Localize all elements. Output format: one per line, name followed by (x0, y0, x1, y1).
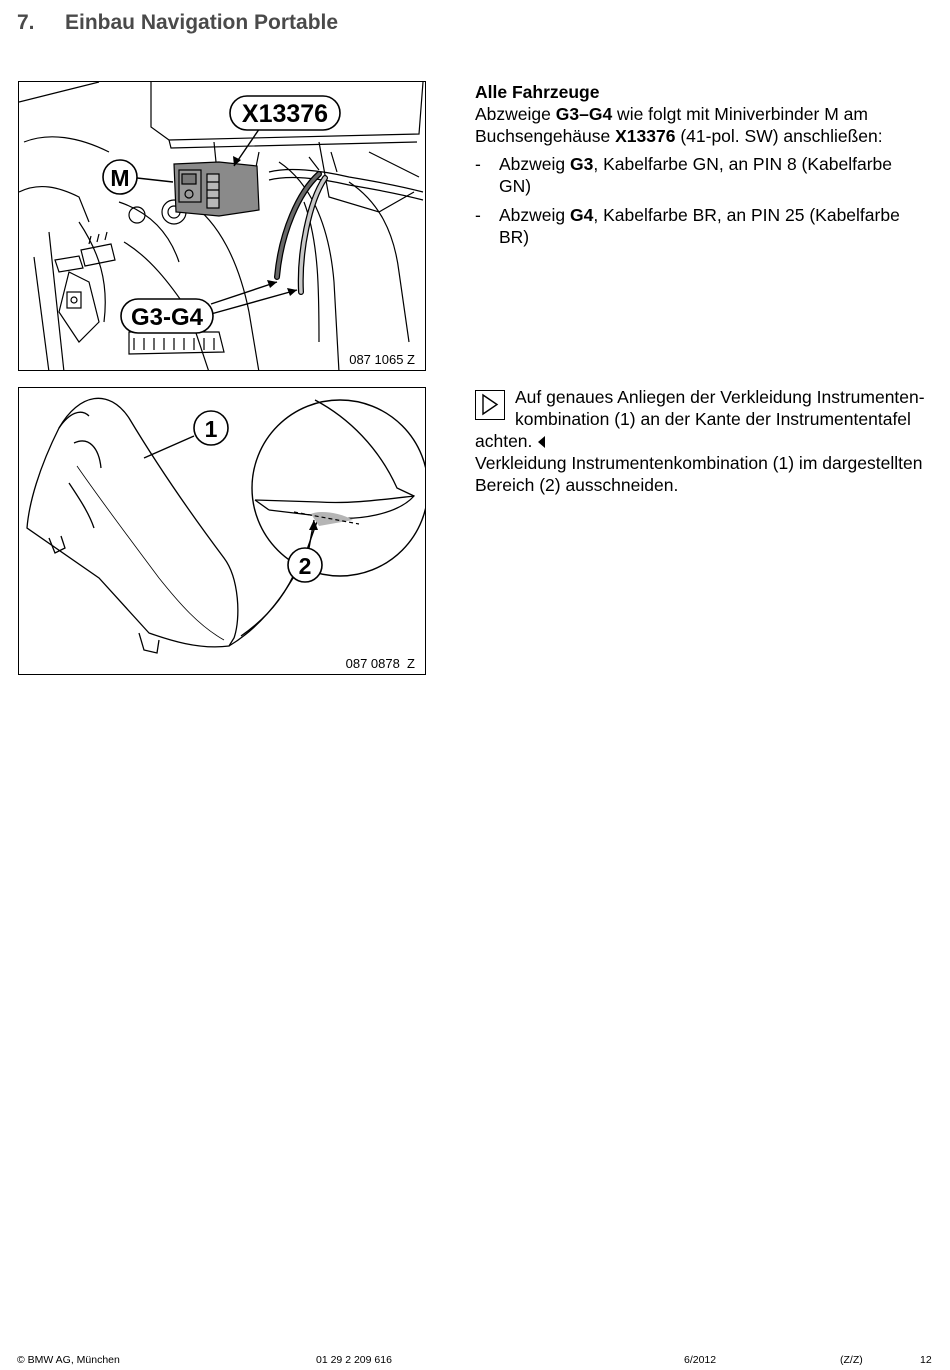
list-dash: - (475, 154, 481, 174)
list-text: , Kabelfarbe GN, an PIN 8 (Kabelfarbe GN) (499, 154, 893, 196)
figure-wiring (18, 81, 426, 371)
list-bold: G4 (570, 205, 594, 225)
callout-x13376-label: X13376 (241, 100, 329, 128)
list-text: Abzweig (499, 205, 571, 225)
section-number: 7. (17, 11, 35, 34)
footer-page-number: 12 (920, 1354, 932, 1366)
footer-doc-number: 01 29 2 209 616 (316, 1354, 392, 1366)
cut-instruction: Verkleidung Instrumentenkombination (1) im dargestellten Bereich (2) ausschneiden. (475, 453, 923, 495)
intro-text: Abzweige (475, 104, 556, 124)
footer-date: 6/2012 (684, 1354, 717, 1366)
instruction-block-trim (475, 386, 925, 496)
callout-x13376 (230, 96, 340, 130)
instruction-block-all-vehicles (475, 81, 925, 255)
callout-m (103, 160, 137, 194)
list-item (475, 153, 925, 197)
figure-trim-panel (18, 387, 426, 675)
list-item (475, 204, 925, 248)
figure-id: 087 1065 Z (349, 352, 415, 367)
callout-1 (194, 411, 228, 445)
list-text: , Kabelfarbe BR, an PIN 25 (Kabelfarbe BR) (499, 205, 900, 247)
intro-paragraph (475, 103, 925, 147)
wiring-illustration (19, 82, 426, 371)
list-dash: - (475, 205, 481, 225)
list-bold: G3 (570, 154, 594, 174)
note-arrow-icon (475, 390, 505, 420)
end-marker-icon (538, 436, 545, 448)
callout-2-label: 2 (298, 553, 312, 579)
callout-1-label: 1 (204, 416, 218, 442)
footer-code: (Z/Z) (840, 1354, 863, 1366)
list-text: Abzweig (499, 154, 571, 174)
intro-bold-branches: G3–G4 (555, 104, 613, 124)
intro-text: (41-pol. SW) anschließen: (675, 126, 883, 146)
note-text: Auf genaues Anliegen der Verkleidung Instrumentenkombination (1) an der Kante der Instrumententafel achten. (475, 387, 925, 451)
section-title-text: Einbau Navigation Portable (65, 11, 339, 34)
block-heading: Alle Fahrzeuge (475, 82, 600, 102)
section-title (17, 11, 338, 35)
page-footer (0, 1354, 950, 1368)
callout-m-label: M (110, 165, 130, 191)
callout-g3-g4 (121, 299, 213, 333)
branch-list (475, 153, 925, 248)
callout-g3-g4-label: G3-G4 (130, 304, 204, 331)
trim-panel-illustration (19, 388, 426, 675)
intro-bold-connector: X13376 (615, 126, 676, 146)
footer-copyright: © BMW AG, München (17, 1354, 120, 1366)
note-paragraph (475, 386, 925, 452)
figure-id: 087 0878 Z (345, 656, 415, 671)
intro-text: wie folgt mit Miniverbinder M am Buchsengehäuse (475, 104, 868, 146)
callout-2 (288, 548, 322, 582)
